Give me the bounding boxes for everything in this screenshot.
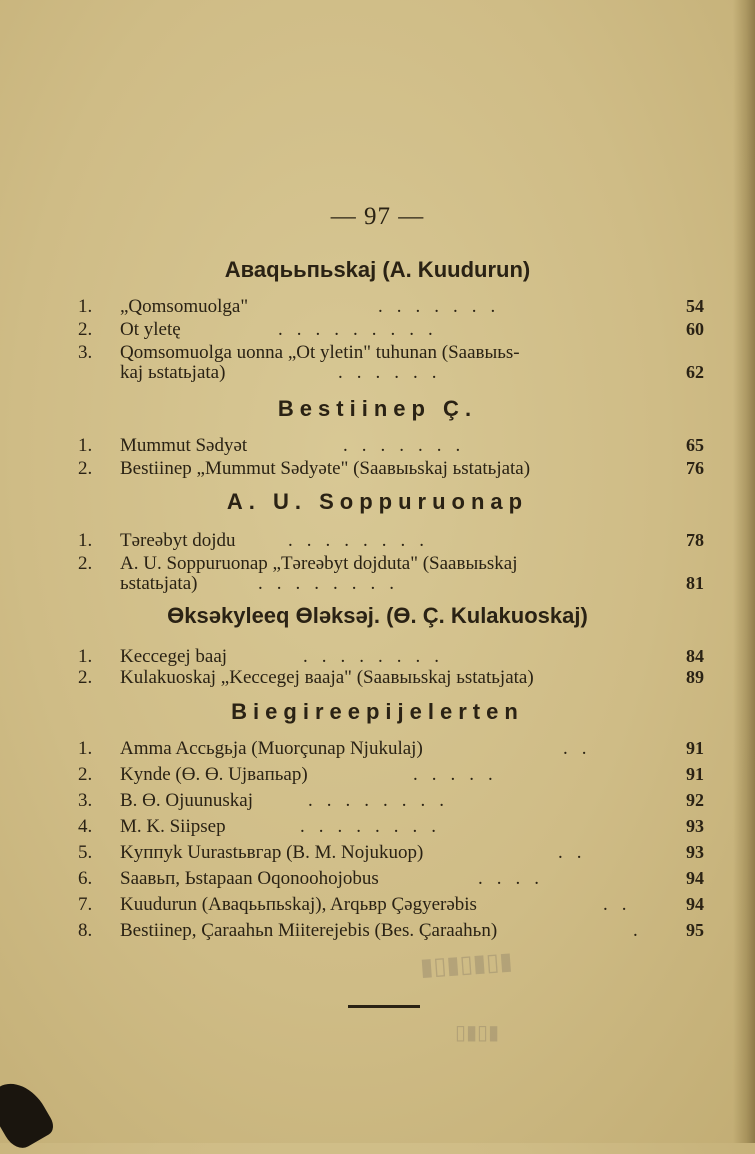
entry-number: 2. [78,553,93,574]
leader-dots: ........ [303,646,453,667]
entry-page: 91 [686,738,704,758]
entry-page: 54 [686,296,704,316]
page-edge-shadow [733,0,755,1143]
entry-number: 2. [78,319,93,340]
entry-page: 94 [686,894,704,914]
entry-title: B. Ө. Ojuunuskaj [120,790,253,811]
page-number: — 97 — [330,203,425,230]
section-heading-5: Biegireepijelerten [231,699,524,724]
entry-number: 2. [78,458,93,479]
leader-dots: ........ [258,573,408,594]
leader-dots: ....... [343,435,475,456]
entry-number: 6. [78,868,93,889]
entry-page: 62 [686,362,704,382]
entry-title: A. U. Soppuruonap „Təreəbyt dojduta" (Saaвыьskaj [120,553,518,574]
entry-number: 4. [78,816,93,837]
faded-stamp-mark: ▯▮▯▮ [455,1020,500,1044]
entry-number: 1. [78,435,93,456]
entry-title: Təreəbyt dojdu [120,530,236,551]
entry-title: Qomsomuolga uonna „Ot yletin" tuhunan (Saaвыьs- [120,342,520,363]
entry-page: 78 [686,530,704,550]
entry-title: „Qomsomuolga" [120,296,249,317]
section-heading-2: Bestiinep Ç. [277,396,478,421]
entry-page: 89 [686,667,704,687]
entry-title: Keccegej baaj [120,646,228,667]
ink-blot [0,1072,57,1153]
entry-page: 84 [686,646,704,666]
entry-page: 60 [686,319,704,339]
entry-number: 8. [78,920,93,941]
entry-title: Kulakuoskaj „Keccegej вaaja" (Saaвыьskaj ьstatьjata) [120,667,534,688]
section-heading-4: Өksəkyleeq Өləksəj. (Ө. Ç. Kulakuoskaj) [167,603,588,628]
entry-title: Bestiinep, Çaraahьn Miiterejebis (Bes. Çaraahьn) [120,920,498,941]
entry-title: Saaвьп, Ьstapaan Oqonoohojobus [120,868,379,889]
entry-number: 1. [78,646,93,667]
entry-page: 91 [686,764,704,784]
entry-title: Kuudurun (Аваqььпьskaj), Arqьвр Çəgyerəbis [120,894,477,915]
leader-dots: .. [558,842,596,863]
leader-dots: .. [603,894,641,915]
entry-number: 1. [78,530,93,551]
entry-page: 95 [686,920,704,940]
section-heading-3: A. U. Soppuruonap [226,489,529,514]
leader-dots: ...... [338,362,451,383]
end-rule [348,1005,420,1008]
entry-title: Kynde (Ө. Ө. Ujвaпьap) [120,764,308,785]
leader-dots: ........ [308,790,458,811]
entry-title: Bestiinep „Mummut Sədyəte" (Saaвыьskaj ьstatьjata) [120,458,531,479]
entry-number: 1. [78,296,93,317]
entry-page: 93 [686,842,704,862]
leader-dots: .... [478,868,553,889]
entry-number: 3. [78,342,93,363]
section-heading-1: Аваqььпьskaj (A. Kuudurun) [224,257,531,282]
entry-page: 94 [686,868,704,888]
leader-dots: ....... [378,296,510,317]
entry-number: 1. [78,738,93,759]
leader-dots: ......... [278,319,447,340]
leader-dots: ........ [300,816,450,837]
entry-title: Mummut Sədyət [120,435,248,456]
entry-title-continued: ьstatьjata) [120,573,198,594]
entry-page: 93 [686,816,704,836]
leader-dots: .. [563,738,601,759]
entry-title: M. K. Siipsep [120,816,226,837]
entry-number: 7. [78,894,93,915]
entry-title: Kyппyk Uurastьвгap (B. M. Nojukuop) [120,842,424,863]
entry-title: Ot yletę [120,319,181,340]
faded-stamp-mark: ▮▯▮▯▮▯▮ [419,946,514,982]
entry-number: 5. [78,842,93,863]
entry-number: 2. [78,764,93,785]
leader-dots: . [633,920,652,941]
entry-title-continued: kaj ьstatьjata) [120,362,226,383]
entry-number: 2. [78,667,93,688]
entry-number: 3. [78,790,93,811]
entry-page: 92 [686,790,704,810]
entry-page: 81 [686,573,704,593]
entry-page: 76 [686,458,704,478]
entry-page: 65 [686,435,704,455]
leader-dots: ..... [413,764,507,785]
leader-dots: ........ [288,530,438,551]
entry-title: Amma Accьgьja (Muorçunap Njukulaj) [120,738,423,759]
